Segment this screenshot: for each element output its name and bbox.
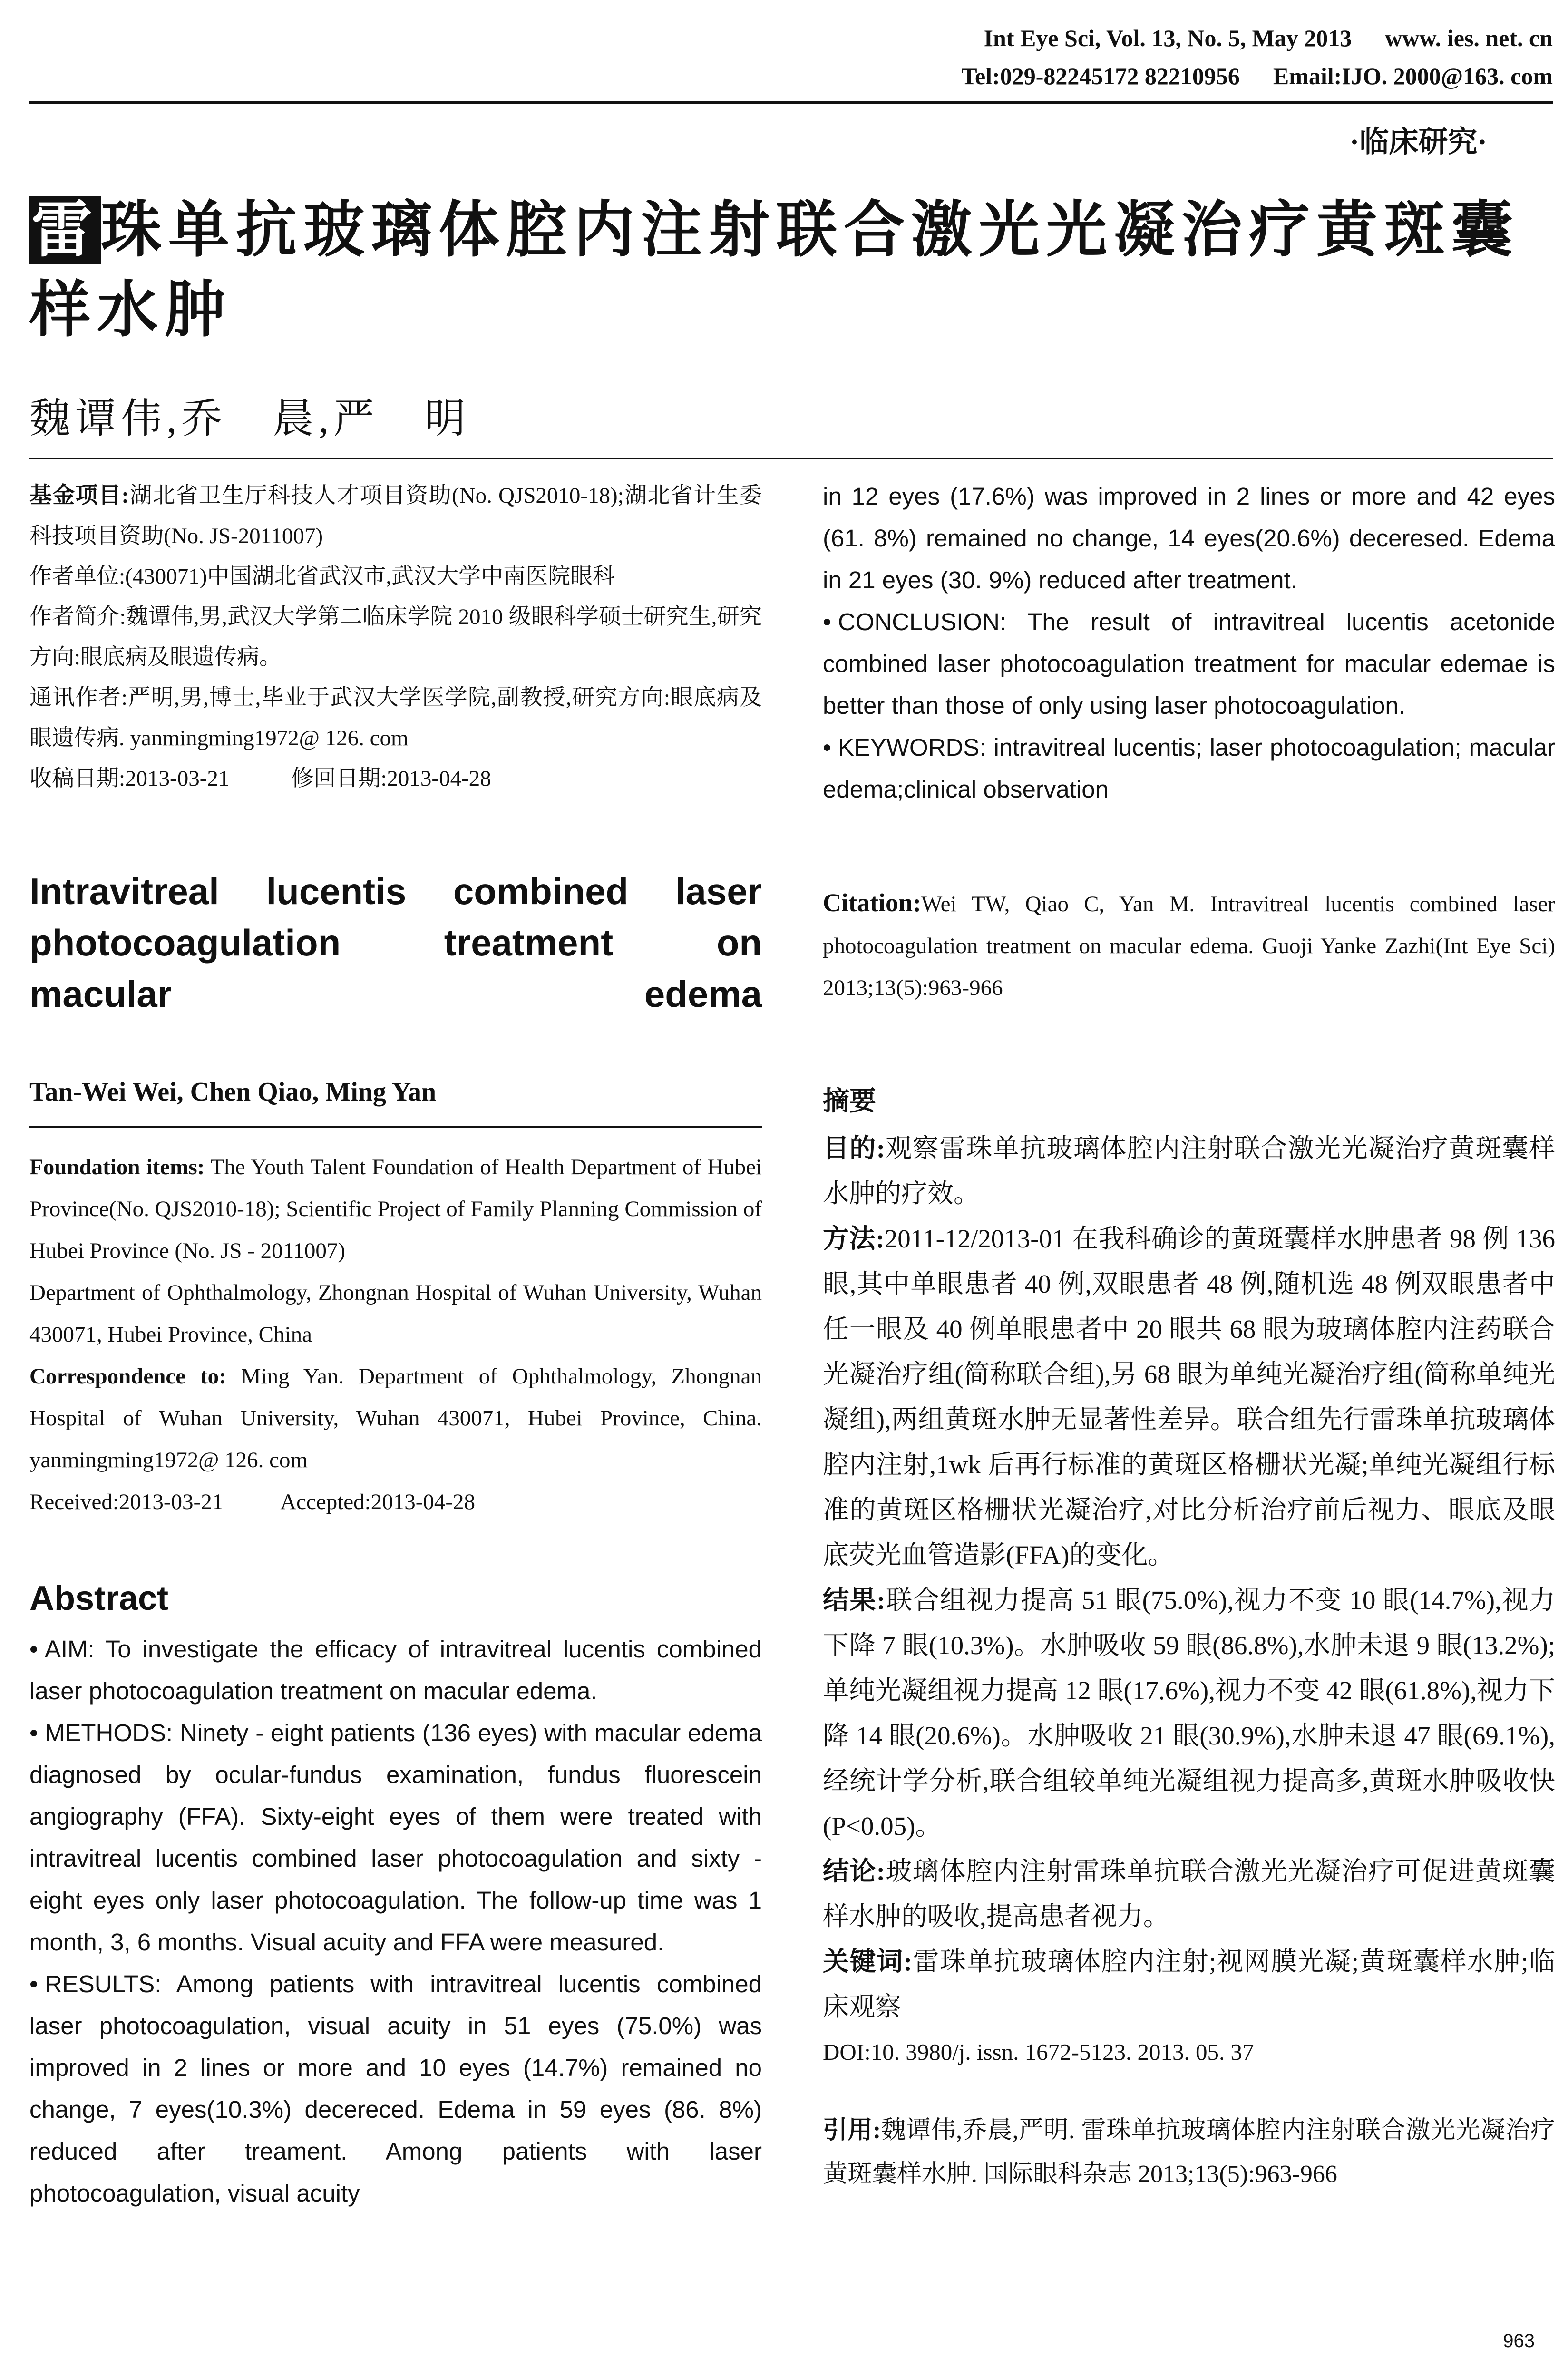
abstract-zh-results xyxy=(823,1578,1555,1849)
abstract-zh-keywords-text: 雷珠单抗玻璃体腔内注射;视网膜光凝;黄斑囊样水肿;临床观察 xyxy=(823,1947,1555,2021)
funding-zh-text: 湖北省卫生厅科技人才项目资助(No. QJS2010-18);湖北省计生委科技项目资助(No. JS-2011007) xyxy=(29,483,762,548)
citation-en xyxy=(823,882,1555,1009)
journal-header-line-1 xyxy=(928,19,1553,57)
authors-en: Tan-Wei Wei, Chen Qiao, Ming Yan xyxy=(29,1077,437,1107)
abstract-methods xyxy=(29,1712,762,1963)
revised-date-zh: 修回日期:2013-04-28 xyxy=(291,766,491,791)
abstract-results-text: RESULTS: Among patients with intravitreal lucentis combined laser photocoagulation, visual acuity in 51 eyes (75.0%) was improved in 2 lines or more and 10 eyes (14.7%) remained no change, 7 eyes(10.3%) decerесed. Edema in 59 eyes (86. 8%) reduced after treament. Among patients with laser photocoagulation, visual acuity xyxy=(29,1970,762,2207)
journal-email: Email:IJO. 2000@163. com xyxy=(1273,63,1553,89)
journal-header-line-2 xyxy=(928,57,1553,95)
abstract-zh-aim-text: 观察雷珠单抗玻璃体腔内注射联合激光光凝治疗黄斑囊样水肿的疗效。 xyxy=(823,1134,1555,1208)
abstract-zh-methods-label: 方法: xyxy=(823,1224,885,1253)
title-block xyxy=(29,190,1551,350)
journal-website: www. ies. net. cn xyxy=(1385,25,1553,51)
funding-zh xyxy=(29,476,762,556)
correspondence-label: Correspondence to: xyxy=(29,1364,226,1389)
citation-text: Wei TW, Qiao C, Yan M. Intravitreal lucentis combined laser photocoagulation treatment on macular edema. Guoji Yanke Zazhi(Int Eye Sci) 2013;13(5):963-966 xyxy=(823,892,1555,1000)
title-zh-rest: 珠单抗玻璃体腔内注射联合激光光凝治疗黄斑囊样水肿 xyxy=(29,196,1519,344)
doi: DOI:10. 3980/j. issn. 1672-5123. 2013. 05. 37 xyxy=(823,2039,1254,2065)
article-title-en xyxy=(29,866,762,1020)
abstract-aim-text: AIM: To investigate the efficacy of intravitreal lucentis combined laser photocoagulation treatment on macular edema. xyxy=(29,1636,762,1705)
abstract-zh-conclusion-label: 结论: xyxy=(823,1857,886,1886)
correspondence-en xyxy=(29,1355,762,1481)
article-title-zh xyxy=(29,190,1551,350)
abstract-keywords xyxy=(823,727,1555,810)
abstract-zh-aim-label: 目的: xyxy=(823,1134,886,1163)
title-en-line-1: Intravitreal lucentis combined laser photocoagulation treatment on xyxy=(29,870,762,964)
bullet-icon: • xyxy=(823,608,831,635)
title-first-character: 雷 xyxy=(29,196,101,264)
received-date-en: Received:2013-03-21 xyxy=(29,1490,224,1514)
abstract-aim xyxy=(29,1628,762,1712)
abstract-methods-text: METHODS: Ninety - eight patients (136 eyes) with macular edema diagnosed by ocular-fundus examination, fundus fluorescein angiography (FFA). Sixty-eight eyes of them were treated with intravitreal lucentis combined laser photocoagulation and sixty - eight eyes only laser photocoagulation. The follow-up time was 1 month, 3, 6 months. Visual acuity and FFA were measured. xyxy=(29,1719,762,1956)
abstract-zh-conclusion xyxy=(823,1849,1555,1939)
right-column xyxy=(823,476,1555,2196)
left-column xyxy=(29,476,762,2214)
abstract-heading: Abstract xyxy=(29,1579,169,1617)
abstract-zh-methods-text: 2011-12/2013-01 在我科确诊的黄斑囊样水肿患者 98 例 136 眼,其中单眼患者 40 例,双眼患者 48 例,随机选 48 例双眼患者中任一眼及 40 例单眼患者中 20 眼共 68 眼为玻璃体腔内注药联合光凝治疗组(简称联合组),另 68 眼为单纯光凝治疗组(简称单纯光凝组),两组黄斑水肿无显著性差异。联合组先行雷珠单抗玻璃体腔内注射,1wk 后再行标准的黄斑区格栅状光凝;单纯光凝组行标准的黄斑区格栅状光凝治疗,对比分析治疗前后视力、眼底及眼底荧光血管造影(FFA)的变化。 xyxy=(823,1224,1555,1569)
authors-zh: 魏谭伟,乔 晨,严 明 xyxy=(29,396,470,441)
accepted-date-en: Accepted:2013-04-28 xyxy=(280,1490,476,1514)
journal-header xyxy=(928,19,1553,95)
citation-label: Citation: xyxy=(823,888,921,917)
received-date-zh: 收稿日期:2013-03-21 xyxy=(29,766,230,791)
abstract-zh-results-text: 联合组视力提高 51 眼(75.0%),视力不变 10 眼(14.7%),视力下降 7 眼(10.3%)。水肿吸收 59 眼(86.8%),水肿未退 9 眼(13.2%);单纯光凝组视力提高 12 眼(17.6%),视力不变 42 眼(61.8%),视力下降 14 眼(20.6%)。水肿吸收 21 眼(30.9%),水肿未退 47 眼(69.1%),经统计学分析,联合组较单纯光凝组视力提高多,黄斑水肿吸收快(P<0.05)。 xyxy=(823,1586,1555,1841)
authors-rule xyxy=(29,1126,762,1128)
title-en-line-2: macular edema xyxy=(29,973,762,1015)
journal-citation: Int Eye Sci, Vol. 13, No. 5, May 2013 xyxy=(984,25,1352,51)
department-en: Department of Ophthalmology, Zhongnan Hospital of Wuhan University, Wuhan 430071, Hubei Province, China xyxy=(29,1280,762,1347)
section-label: ·临床研究· xyxy=(1349,126,1487,158)
dates-zh xyxy=(29,759,762,799)
correspondence-text: Ming Yan. Department of Ophthalmology, Zhongnan Hospital of Wuhan University, Wuhan 430071, Hubei Province, China. yanmingming1972@ 126. com xyxy=(29,1364,762,1472)
affiliation-zh: 作者单位:(430071)中国湖北省武汉市,武汉大学中南医院眼科 xyxy=(29,564,615,589)
citation-zh xyxy=(823,2109,1555,2196)
abstract-zh-results-label: 结果: xyxy=(823,1586,886,1615)
abstract-results xyxy=(29,1963,762,2214)
abstract-zh-conclusion-text: 玻璃体腔内注射雷珠单抗联合激光光凝治疗可促进黄斑囊样水肿的吸收,提高患者视力。 xyxy=(823,1857,1555,1931)
page-number: 963 xyxy=(1503,2330,1535,2351)
bullet-icon: • xyxy=(823,734,831,761)
journal-telephone: Tel:029-82245172 82210956 xyxy=(961,63,1240,89)
author-bio-zh: 作者简介:魏谭伟,男,武汉大学第二临床学院 2010 级眼科学硕士研究生,研究方向:眼底病及眼遗传病。 xyxy=(29,604,762,670)
abstract-zh-keywords-label: 关键词: xyxy=(823,1947,913,1976)
bullet-icon: • xyxy=(29,1636,38,1663)
citation-zh-label: 引用: xyxy=(823,2117,881,2144)
abstract-conclusion-text: CONCLUSION: The result of intravitreal lucentis acetonide combined laser photocoagulation treatment for macular edemae is better than those of only using laser photocoagulation. xyxy=(823,608,1555,719)
bullet-icon: • xyxy=(29,1970,38,1997)
abstract-conclusion xyxy=(823,601,1555,727)
foundation-text: The Youth Talent Foundation of Health Department of Hubei Province(No. QJS2010-18); Scientific Project of Family Planning Commission of Hubei Province (No. JS - 2011007) xyxy=(29,1155,762,1263)
correspondence-zh: 通讯作者:严明,男,博士,毕业于武汉大学医学院,副教授,研究方向:眼底病及眼遗传病. yanmingming1972@ 126. com xyxy=(29,685,762,750)
title-rule xyxy=(29,458,1553,459)
funding-zh-label: 基金项目: xyxy=(29,483,129,508)
foundation-items-en xyxy=(29,1146,762,1272)
abstract-zh-aim xyxy=(823,1126,1555,1216)
abstract-zh-heading: 摘要 xyxy=(823,1087,876,1116)
citation-zh-text: 魏谭伟,乔晨,严明. 雷珠单抗玻璃体腔内注射联合激光光凝治疗黄斑囊样水肿. 国际眼科杂志 2013;13(5):963-966 xyxy=(823,2117,1555,2188)
foundation-label: Foundation items: xyxy=(29,1155,205,1179)
abstract-keywords-text: KEYWORDS: intravitreal lucentis; laser photocoagulation; macular edema;clinical observation xyxy=(823,734,1555,803)
abstract-zh-keywords xyxy=(823,1939,1555,2029)
bullet-icon: • xyxy=(29,1719,38,1746)
dates-en xyxy=(29,1481,762,1523)
abstract-zh-methods xyxy=(823,1216,1555,1578)
abstract-results-continued: in 12 eyes (17.6%) was improved in 2 lines or more and 42 eyes (61. 8%) remained no change, 14 eyes(20.6%) deceresed. Edema in 21 eyes (30. 9%) reduced after treatment. xyxy=(823,483,1555,594)
header-rule xyxy=(29,101,1553,104)
